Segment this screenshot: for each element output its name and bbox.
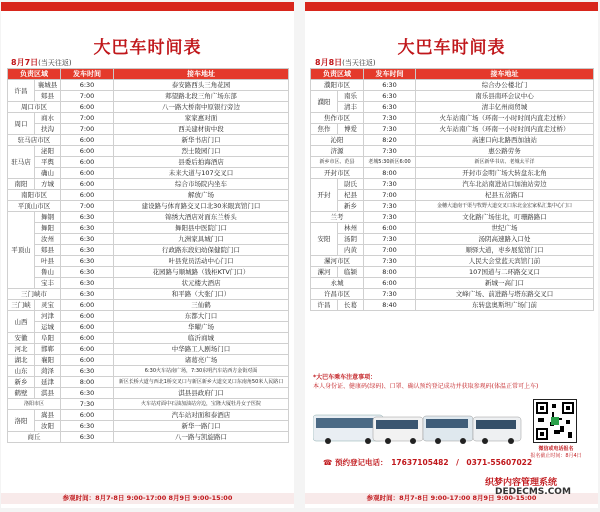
cell-subarea: 邯郸 — [35, 344, 61, 355]
cell-time: 7:30 — [364, 201, 416, 212]
cell-time: 7:30 — [364, 289, 416, 300]
cell-region: 洛阳 — [8, 410, 35, 432]
cell-subarea: 清丰 — [338, 102, 364, 113]
table-row — [8, 432, 289, 443]
right-panel — [305, 2, 598, 508]
right-date-value: 8月8日 — [315, 58, 343, 67]
table-row — [311, 168, 594, 179]
cell-subarea: 延津 — [35, 377, 61, 388]
cell-time: 6:00 — [364, 223, 416, 234]
cell-region: 周口 — [8, 113, 35, 135]
table-row — [8, 322, 289, 333]
table-row — [311, 80, 594, 91]
cell-location: 汽车站对面和泰酒店 — [114, 410, 289, 421]
cell-time: 8:00 — [364, 168, 416, 179]
cell-time: 6:00 — [61, 333, 114, 344]
cell-region: 漯河 — [311, 267, 338, 278]
cell-subarea: 菏泽 — [35, 366, 61, 377]
cell-region: 湖北 — [8, 355, 35, 366]
cell-location: 和平路（大张门口） — [114, 289, 289, 300]
cell-region: 安徽 — [8, 333, 35, 344]
cell-subarea: 宝丰 — [35, 278, 61, 289]
cell-subarea: 杞县 — [338, 190, 364, 201]
cell-time: 7:30 — [364, 113, 416, 124]
qr-code — [533, 399, 577, 443]
cell-time: 6:30 — [61, 432, 114, 443]
cell-region: 平顶山 — [8, 212, 35, 289]
cell-location: 郏望路北段三角广场东部 — [114, 91, 289, 102]
cell-subarea: 确山 — [35, 168, 61, 179]
table-row — [311, 289, 594, 300]
cell-region: 山东 — [8, 366, 35, 377]
cell-location: 清丰亿州商贸城 — [416, 102, 594, 113]
table-row — [311, 124, 594, 135]
cell-subarea: 商水 — [35, 113, 61, 124]
cell-time: 8:00 — [364, 267, 416, 278]
table-row — [8, 223, 289, 234]
table-row — [8, 388, 289, 399]
cell-location: 新区长桥大道与西北1桥交叉口与新区新乡大道交叉口东南角50米人民路口 — [114, 377, 289, 388]
table-row — [8, 256, 289, 267]
watermark-text: 织梦内容管理系统 — [485, 478, 558, 488]
table-row — [311, 278, 594, 289]
cell-subarea: 河津 — [35, 311, 61, 322]
cell-location: 舞阳县中医院门口 — [114, 223, 289, 234]
cell-time: 6:00 — [61, 311, 114, 322]
cell-subarea: 襄城县 — [35, 80, 61, 91]
cell-region: 濮阳 — [311, 91, 338, 113]
cell-subarea: 内黄 — [338, 245, 364, 256]
cell-time: 7:30 — [364, 146, 416, 157]
cell-subarea: 舞阳 — [35, 223, 61, 234]
cell-location: 开封市金明广场大转盘东北角 — [416, 168, 594, 179]
table-row — [8, 146, 289, 157]
cell-time: 6:00 — [61, 179, 114, 190]
table-row — [8, 278, 289, 289]
cell-location: 八一路大桥南中原银行旁边 — [114, 102, 289, 113]
cell-location: 火车站对面中石油加油站旁边，宝隆大厦牡丹女子医院 — [114, 399, 289, 410]
cell-time: 6:30 — [61, 278, 114, 289]
table-row — [8, 355, 289, 366]
cell-time: 7:00 — [364, 190, 416, 201]
cell-subarea: 扶沟 — [35, 124, 61, 135]
cell-area: 南阳市区 — [8, 190, 61, 201]
cell-subarea: 汤阴 — [338, 234, 364, 245]
cell-area: 焦作市区 — [311, 113, 364, 124]
cell-time: 7:30 — [364, 256, 416, 267]
table-row — [8, 135, 289, 146]
cell-location: 九洲家具城门口 — [114, 234, 289, 245]
notes-title: *大巴车乘车注意事项： — [313, 374, 377, 381]
cell-time: 6:00 — [61, 344, 114, 355]
cell-time: 6:30 — [61, 289, 114, 300]
cell-subarea: 郏县 — [35, 245, 61, 256]
cell-time: 6:00 — [61, 322, 114, 333]
cell-location: 火车站南广场（环南一小时时间内直走过桥） — [416, 124, 594, 135]
cell-area: 开封市区 — [311, 168, 364, 179]
cell-subarea: 临颍 — [338, 267, 364, 278]
cell-area: 濮阳市区 — [311, 80, 364, 91]
cell-location: 汤阴高速路入口处 — [416, 234, 594, 245]
cell-location: 惠公路劳务 — [416, 146, 594, 157]
cell-subarea: 新乡 — [338, 201, 364, 212]
cell-location: 行政路东段妇幼保健院门口 — [114, 245, 289, 256]
cell-time: 7:30 — [61, 399, 114, 410]
left-title: 大巴车时间表 — [93, 38, 202, 58]
cell-location: 县委后拍海酒店 — [114, 157, 289, 168]
table-row — [311, 157, 594, 168]
table-row — [311, 201, 594, 212]
table-row — [311, 223, 594, 234]
cell-region: 南阳 — [8, 179, 35, 190]
phone-icon: ☎ — [323, 458, 333, 467]
phone-1: 17637105482 — [391, 458, 449, 467]
cell-location: 临沂商城 — [114, 333, 289, 344]
left-footer: 参观时间：8月7-8日 9:00-17:00 8月9日 9:00-15:00 — [1, 493, 294, 504]
cell-region: 驻马店 — [8, 146, 35, 179]
cell-area: 济源 — [311, 146, 364, 157]
cell-location: 东都大门口 — [114, 311, 289, 322]
cell-time: 6:00 — [61, 146, 114, 157]
table-row — [8, 311, 289, 322]
cell-subarea: 运城 — [35, 322, 61, 333]
table-row — [8, 245, 289, 256]
table-row — [8, 113, 289, 124]
qr-caption-sub: 报名截止时间：8月4日 — [530, 453, 582, 459]
right-title: 大巴车时间表 — [397, 38, 506, 58]
cell-location: 状元楼大酒店 — [114, 278, 289, 289]
cell-subarea: 尉氏 — [338, 179, 364, 190]
cell-subarea: 方城 — [35, 179, 61, 190]
top-bar — [1, 5, 294, 11]
cell-subarea: 襄阳 — [35, 355, 61, 366]
phone-2: 0371-55607022 — [466, 458, 533, 467]
cell-location: 高速口向北路西加油站 — [416, 135, 594, 146]
cell-subarea: 林州 — [338, 223, 364, 234]
cell-region: 河北 — [8, 344, 35, 355]
phone-line: ☎ 预约登记电话： 17637105482 / 0371-55607022 — [323, 458, 533, 467]
cell-region: 鹤壁 — [8, 388, 35, 399]
cell-time: 7:30 — [364, 124, 416, 135]
cell-location: 杞县五岔路口 — [416, 190, 594, 201]
cell-location: 新城一高门口 — [416, 278, 594, 289]
cell-location: 诸葛亮广场 — [114, 355, 289, 366]
cell-time: 6:30 — [61, 245, 114, 256]
table-row — [311, 135, 594, 146]
cell-location: 三仙鹤 — [114, 300, 289, 311]
table-row — [8, 377, 289, 388]
table-row — [8, 344, 289, 355]
cell-time: 6:30 — [61, 366, 114, 377]
table-row — [311, 179, 594, 190]
cell-time: 6:00 — [61, 157, 114, 168]
left-date-value: 8月7日 — [11, 58, 39, 67]
table-row — [8, 80, 289, 91]
qr-caption — [525, 445, 587, 459]
qr-caption-title: 微信或电话报名 — [538, 446, 574, 452]
table-row — [311, 256, 594, 267]
col-header-location: 接车地址 — [416, 69, 594, 80]
table-row — [8, 179, 289, 190]
cell-time: 6:30 — [61, 234, 114, 245]
cell-region: 新乡 — [8, 377, 35, 388]
left-table — [7, 68, 289, 443]
table-row — [311, 146, 594, 157]
table-row — [8, 399, 289, 410]
cell-time: 6:00 — [61, 355, 114, 366]
cell-location: 锦绣大酒店对面东兰桥头 — [114, 212, 289, 223]
col-header-location: 接车地址 — [114, 69, 289, 80]
cell-location: 火车站南广场（环南一小时时间内直走过桥） — [416, 113, 594, 124]
cell-time: 6:00 — [61, 135, 114, 146]
cell-time: 6:30 — [364, 80, 416, 91]
cell-time: 7:30 — [364, 179, 416, 190]
table-row — [8, 212, 289, 223]
cell-area: 洛阳市区 — [8, 399, 61, 410]
cell-location: 家家惠对面 — [114, 113, 289, 124]
cell-location: 新华一路门口 — [114, 421, 289, 432]
table-row — [8, 289, 289, 300]
cell-location: 中华路工人剧场门口 — [114, 344, 289, 355]
cell-time: 6:00 — [61, 190, 114, 201]
cell-area: 兰考 — [311, 212, 364, 223]
cell-area: 沁阳 — [311, 135, 364, 146]
table-row — [8, 333, 289, 344]
col-header-area: 负责区域 — [311, 69, 364, 80]
cell-time: 老城5:30新区6:00 — [364, 157, 416, 168]
cell-region: 开封 — [311, 179, 338, 212]
cell-location: 解放广场 — [114, 190, 289, 201]
cell-location: 综合办公楼北门 — [416, 80, 594, 91]
cell-location: 顺驿大道，枣乡展览馆门口 — [416, 245, 594, 256]
cell-location: 107国道与二环路交叉口 — [416, 267, 594, 278]
cell-location: 世纪广场 — [416, 223, 594, 234]
cell-location: 花园路与顺城路（钱柜KTV门口） — [114, 267, 289, 278]
notes — [313, 373, 590, 391]
cell-region: 许昌 — [311, 300, 338, 311]
cell-area: 驻马店市区 — [8, 135, 61, 146]
cell-time: 7:00 — [61, 201, 114, 212]
left-date-note: (当天往返) — [38, 59, 72, 67]
col-header-time: 发车时间 — [61, 69, 114, 80]
cell-area: 许昌市区 — [311, 289, 364, 300]
table-row — [8, 267, 289, 278]
cell-time: 6:30 — [61, 388, 114, 399]
cell-subarea: 叶县 — [35, 256, 61, 267]
table-row — [311, 234, 594, 245]
cell-subarea: 泌阳 — [35, 146, 61, 157]
cell-location: 人民大会堂蓝天宾馆门前 — [416, 256, 594, 267]
col-header-area: 负责区域 — [8, 69, 61, 80]
cell-subarea: 长葛 — [338, 300, 364, 311]
cell-time: 6:30 — [61, 80, 114, 91]
cell-area: 永城 — [311, 278, 364, 289]
cell-location: 文化路广场往北，叮珊路路口 — [416, 212, 594, 223]
cell-time: 7:00 — [61, 91, 114, 102]
cell-subarea: 汝州 — [35, 234, 61, 245]
cell-time: 6:30 — [61, 421, 114, 432]
cell-location: 泰安路西头三角花园 — [114, 80, 289, 91]
cell-time: 6:00 — [61, 300, 114, 311]
col-header-time: 发车时间 — [364, 69, 416, 80]
cell-location: 金穗大道南干渠与牧野大道交叉口东北金宏家私汇集中心门口 — [416, 201, 594, 212]
cell-area: 三门峡市 — [8, 289, 61, 300]
cell-location: 6:30火车站南广场，7:30东明汽车站西方金街对面 — [114, 366, 289, 377]
cell-subarea: 平舆 — [35, 157, 61, 168]
table-row — [8, 190, 289, 201]
cell-time: 7:30 — [364, 234, 416, 245]
cell-location: 新区新华书店、老城太平洋 — [416, 157, 594, 168]
top-bar — [305, 5, 598, 11]
notes-body: 本人身份证、健康码(绿码)、口罩、确认预约登记成功并获取参观码(体温正常可上车) — [313, 383, 539, 390]
cell-region: 安阳 — [311, 223, 338, 256]
cell-time: 7:30 — [364, 212, 416, 223]
table-row — [311, 190, 594, 201]
cell-time: 6:00 — [61, 410, 114, 421]
cell-subarea: 汝阳 — [35, 421, 61, 432]
cell-location: 未来大道与107交叉口 — [114, 168, 289, 179]
cell-location: 叶县党员活动中心门口 — [114, 256, 289, 267]
cell-region: 焦作 — [311, 124, 338, 135]
cell-time: 6:30 — [61, 267, 114, 278]
cell-subarea: 郏县 — [35, 91, 61, 102]
right-date — [315, 57, 376, 68]
cell-region: 许昌 — [8, 80, 35, 102]
cell-location: 新华书店门口 — [114, 135, 289, 146]
table-row — [311, 113, 594, 124]
cell-subarea: 南乐 — [338, 91, 364, 102]
cell-time: 6:30 — [61, 256, 114, 267]
table-row — [8, 300, 289, 311]
right-table — [310, 68, 594, 311]
cell-area: 漯河市区 — [311, 256, 364, 267]
cell-location: 东转盘奥斯坦广场门前 — [416, 300, 594, 311]
cell-location: 文峰广场、前进路与塔东路交叉口 — [416, 289, 594, 300]
phone-label: 预约登记电话： — [334, 458, 384, 467]
cell-subarea: 舞钢 — [35, 212, 61, 223]
table-row — [8, 234, 289, 245]
cell-subarea: 阜阳 — [35, 333, 61, 344]
table-row — [311, 212, 594, 223]
cell-subarea: 鲁山 — [35, 267, 61, 278]
cell-time: 6:30 — [364, 91, 416, 102]
cell-location: 烈士陵园门口 — [114, 146, 289, 157]
cell-time: 6:30 — [61, 212, 114, 223]
cell-location: 建设路与体育路交叉口北30米眼宾馆门口 — [114, 201, 289, 212]
cell-location: 华曜广场 — [114, 322, 289, 333]
cell-location: 南乐县南环会议中心 — [416, 91, 594, 102]
table-row — [8, 366, 289, 377]
cell-time: 8:20 — [364, 135, 416, 146]
table-row — [8, 91, 289, 102]
cell-location: 西关建材街中段 — [114, 124, 289, 135]
cell-location: 综合市场院内坐车 — [114, 179, 289, 190]
table-row — [8, 124, 289, 135]
table-row — [8, 201, 289, 212]
left-date — [11, 57, 72, 68]
table-row — [8, 168, 289, 179]
right-date-note: (当天往返) — [342, 59, 376, 67]
table-row — [311, 245, 594, 256]
table-row — [311, 267, 594, 278]
cell-area: 新乡市区、范县 — [311, 157, 364, 168]
cell-subarea: 灵宝 — [35, 300, 61, 311]
cell-time: 6:00 — [61, 102, 114, 113]
cell-region: 山西 — [8, 311, 35, 333]
cell-time: 6:30 — [61, 223, 114, 234]
cell-time: 7:00 — [61, 113, 114, 124]
cell-time: 6:00 — [61, 168, 114, 179]
cell-location: 淇县县政府门口 — [114, 388, 289, 399]
bus-fleet-image — [313, 407, 523, 445]
watermark-url: DEDECMS.COM — [495, 487, 571, 497]
cell-time: 6:30 — [364, 102, 416, 113]
table-row — [8, 157, 289, 168]
table-row — [311, 91, 594, 102]
cell-location: 八一路与凯旋路口 — [114, 432, 289, 443]
cell-time: 8:00 — [61, 377, 114, 388]
table-row — [311, 102, 594, 113]
cell-area: 商丘 — [8, 432, 61, 443]
cell-subarea: 嵩县 — [35, 410, 61, 421]
table-row — [8, 102, 289, 113]
table-row — [8, 410, 289, 421]
left-panel — [1, 2, 294, 508]
table-row — [311, 300, 594, 311]
right-footer: 参观时间：8月7-8日 9:00-17:00 8月9日 9:00-15:00 — [305, 493, 598, 504]
cell-time: 6:00 — [364, 278, 416, 289]
cell-time: 7:00 — [364, 245, 416, 256]
cell-subarea: 淇县 — [35, 388, 61, 399]
cell-area: 周口市区 — [8, 102, 61, 113]
cell-subarea: 博爱 — [338, 124, 364, 135]
cell-area: 平顶山市区 — [8, 201, 61, 212]
cell-region: 三门峡 — [8, 300, 35, 311]
table-row — [8, 421, 289, 432]
cell-time: 8:40 — [364, 300, 416, 311]
cell-location: 汽车北站南进站口加油站旁边 — [416, 179, 594, 190]
cell-time: 7:00 — [61, 124, 114, 135]
